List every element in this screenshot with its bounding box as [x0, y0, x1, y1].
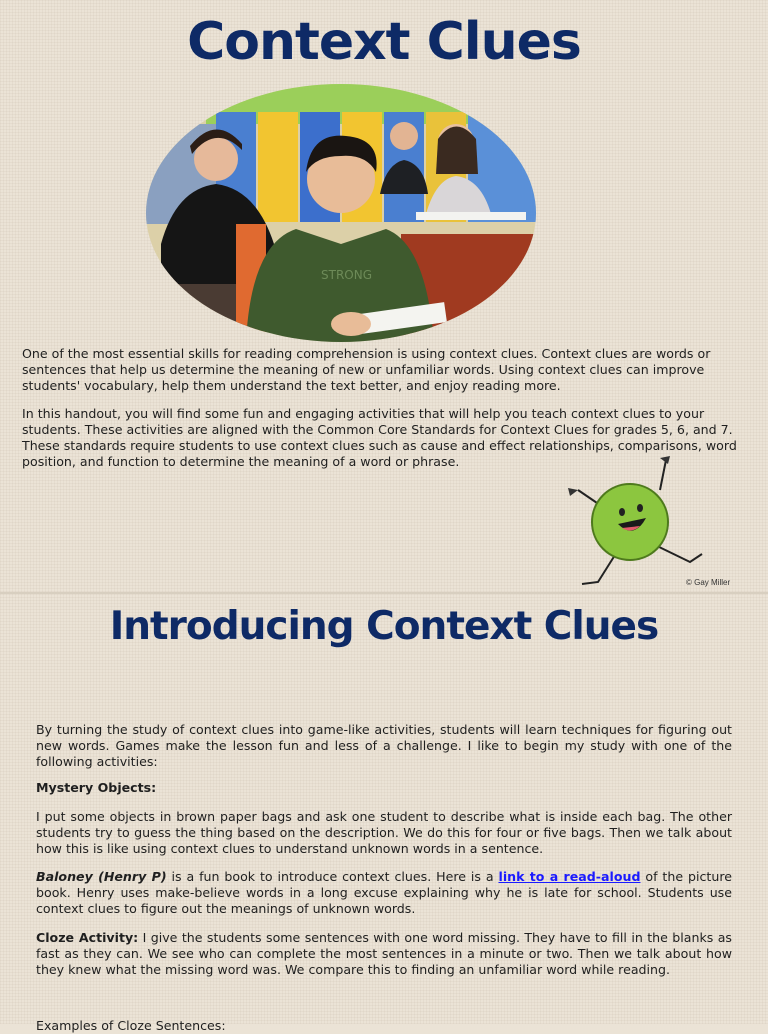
section-title: Introducing Context Clues	[109, 604, 659, 649]
page-two	[0, 594, 768, 1033]
svg-text:STRONG: STRONG	[321, 268, 373, 282]
baloney-text-a: is a fun book to introduce context clues. Here is a	[166, 869, 499, 884]
handout-paragraph: In this handout, you will find some fun and engaging activities that will help you teach context clues to your students. These activities are aligned with the Common Core Standards for Context Clues for grades 5, 6, and 7. These standards require students to use context clues such as cause and effect relationships, comparisons, word position, and function to determine the meaning of a word or phrase.	[22, 406, 737, 469]
mystery-objects-heading: Mystery Objects:	[36, 780, 157, 795]
read-aloud-link[interactable]: link to a read-aloud	[498, 869, 641, 884]
cloze-heading: Cloze Activity:	[36, 930, 139, 945]
intro-paragraph: One of the most essential skills for reading comprehension is using context clues. Context clues are words or sentences that help us determine the meaning of new or unfamiliar words. Using context clues can improve students' vocabulary, help them understand the text better, and enjoy reading more.	[22, 346, 711, 393]
baloney-text-b: of the picture book. Henry uses make-believe words in a long excuse explaining why he is late for school. Students use context clues to figure out the meanings of unknown words.	[36, 869, 732, 916]
mystery-objects-text: I put some objects in brown paper bags and ask one student to describe what is inside each bag. The other students try to guess the thing based on the description. We do this for four or five bags. Then we talk about how this is like using context clues to understand unknown words in a sentence.	[36, 809, 732, 856]
cloze-text: I give the students some sentences with one word missing. They have to fill in the blanks as fast as they can. We see who can complete the most sentences in a minute or two. Then we talk about how they knew what the missing word was. We compare this to finding an unfamiliar word while reading.	[36, 930, 732, 977]
activities-intro: By turning the study of context clues into game-like activities, students will learn techniques for figuring out new words. Games make the lesson fun and less of a challenge. I like to begin my study with one of the following activities:	[36, 722, 732, 769]
copyright-credit: © Gay Miller	[686, 578, 731, 587]
page-title: Context Clues	[187, 12, 581, 72]
book-title: Baloney (Henry P)	[36, 869, 167, 884]
classroom-photo	[146, 84, 536, 342]
cloze-paragraph	[36, 930, 732, 978]
cloze-examples-heading: Examples of Cloze Sentences:	[36, 1018, 226, 1033]
green-ball-character	[560, 450, 720, 595]
baloney-paragraph	[36, 869, 732, 917]
